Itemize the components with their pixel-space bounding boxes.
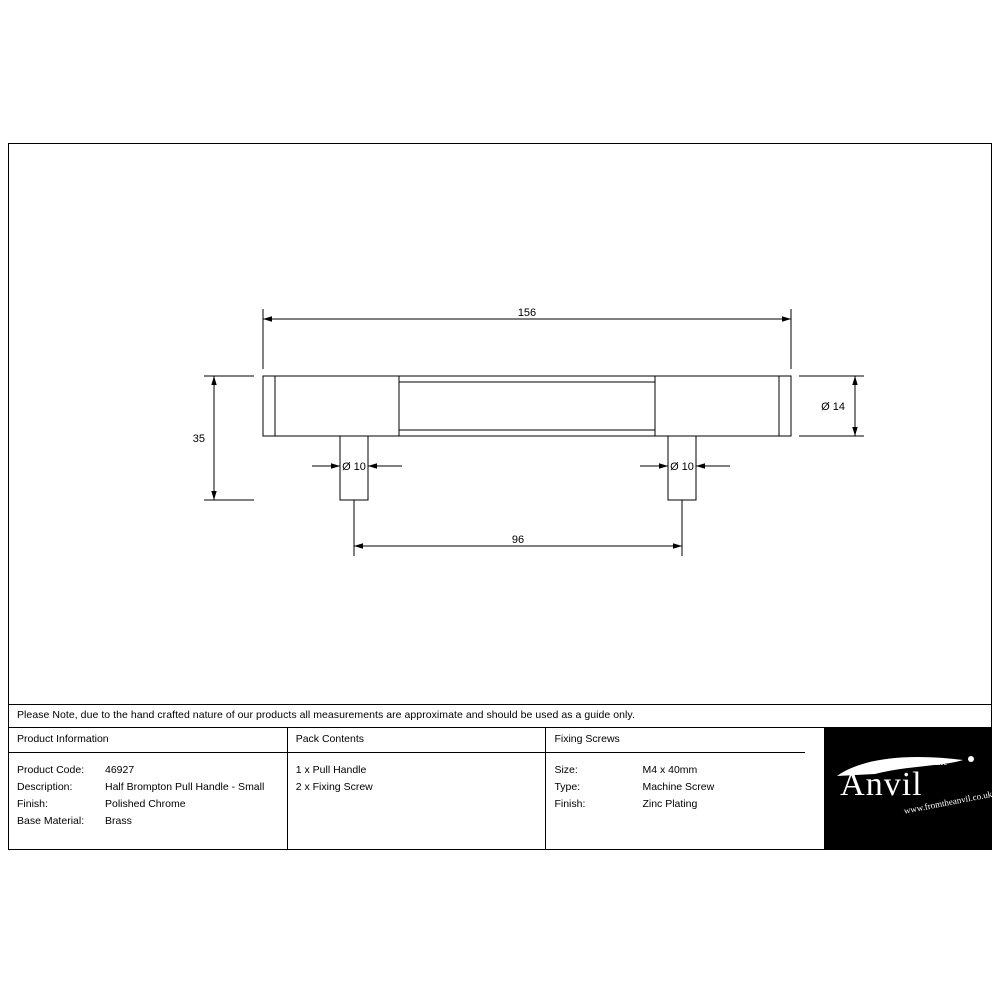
dim-label-overall-length: 156 — [517, 307, 537, 319]
fixing-screws-column — [546, 728, 825, 849]
finish-label: Finish: — [17, 798, 48, 810]
pack-contents-title: Pack Contents — [295, 733, 365, 745]
divider — [546, 752, 805, 753]
dimension-post-diameter-right — [640, 461, 730, 473]
finish-value: Polished Chrome — [105, 798, 186, 810]
description-value: Half Brompton Pull Handle - Small — [105, 781, 265, 793]
pack-contents-column — [288, 728, 547, 849]
dim-label-projection: 35 — [192, 433, 205, 445]
dim-label-post-diameter-right: Ø 10 — [670, 461, 694, 473]
brand-logo-column — [825, 728, 994, 849]
technical-drawing — [9, 144, 991, 704]
screw-size-value: M4 x 40mm — [642, 764, 698, 776]
dim-label-centres: 96 — [511, 534, 525, 546]
pack-contents-item: 2 x Fixing Screw — [295, 781, 373, 793]
dimension-post-diameter-left — [312, 461, 402, 473]
product-information-title: Product Information — [17, 733, 109, 745]
product-information-column — [9, 728, 288, 849]
screw-type-label: Type: — [554, 781, 581, 793]
dimension-overall-length — [263, 307, 791, 369]
product-code-value: 46927 — [105, 764, 135, 776]
screw-finish-label: Finish: — [554, 798, 586, 810]
logo-brand-text: Anvil — [840, 766, 923, 803]
fixing-screws-title: Fixing Screws — [554, 733, 620, 745]
dimension-projection — [193, 376, 254, 500]
brand-logo — [825, 728, 994, 850]
measurement-note: Please Note, due to the hand crafted nature of our products all measurements are approximate and should be used as a guide only. — [17, 709, 635, 721]
measurement-note-row — [8, 705, 992, 728]
dimension-bar-diameter — [799, 376, 864, 436]
base-material-label: Base Material: — [17, 815, 85, 827]
technical-drawing-frame — [8, 143, 992, 705]
info-table — [8, 728, 992, 850]
base-material-value: Brass — [105, 815, 132, 827]
screw-size-label: Size: — [554, 764, 578, 776]
divider — [9, 752, 288, 753]
pack-contents-item: 1 x Pull Handle — [295, 764, 367, 776]
dim-label-bar-diameter: Ø 14 — [821, 401, 845, 413]
screw-finish-value: Zinc Plating — [642, 798, 698, 810]
description-label: Description: — [17, 781, 73, 793]
dim-label-post-diameter-left: Ø 10 — [342, 461, 366, 473]
logo-url-text: www.fromtheanvil.co.uk — [903, 788, 994, 816]
dimension-centres — [354, 500, 682, 556]
logo-from-text: From the — [911, 757, 948, 768]
divider — [288, 752, 547, 753]
handle-body — [263, 376, 791, 500]
product-code-label: Product Code: — [17, 764, 85, 776]
screw-type-value: Machine Screw — [642, 781, 715, 793]
